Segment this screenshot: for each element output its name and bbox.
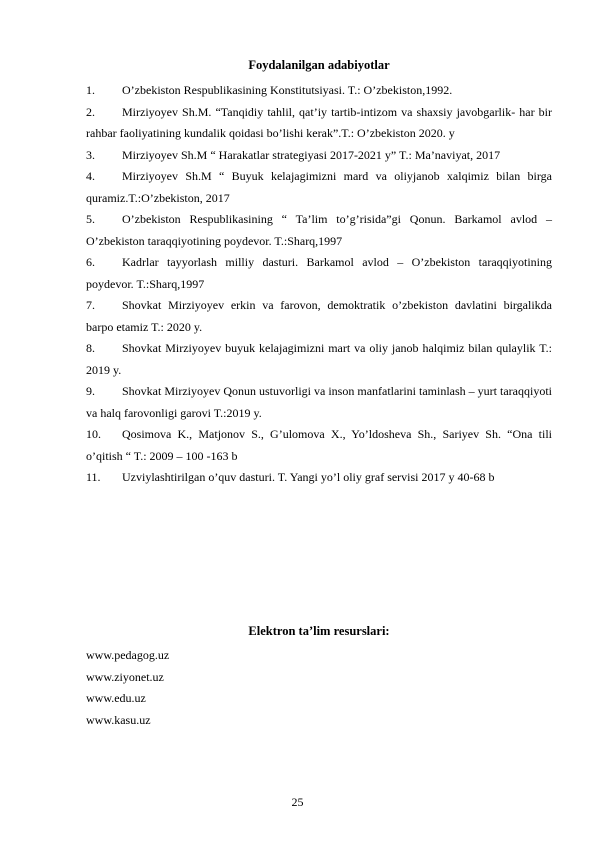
reference-number: 3. bbox=[86, 147, 95, 162]
resource-link[interactable]: www.edu.uz bbox=[86, 691, 146, 705]
reference-item bbox=[86, 252, 552, 295]
references-heading: Foydalanilgan adabiyotlar bbox=[248, 58, 390, 72]
reference-item bbox=[86, 209, 552, 252]
resources-list bbox=[86, 645, 169, 731]
reference-text: Shovkat Mirziyoyev erkin va farovon, demoktratik o’zbekiston davlatini birgalikda barpo etamiz T.: 2020 y. bbox=[86, 298, 552, 334]
reference-number: 10. bbox=[86, 427, 101, 441]
reference-item bbox=[86, 80, 552, 102]
reference-number: 5. bbox=[86, 212, 95, 226]
reference-item bbox=[86, 295, 552, 338]
reference-item bbox=[86, 338, 552, 381]
page-number: 25 bbox=[291, 795, 304, 809]
reference-number: 4. bbox=[86, 169, 95, 183]
reference-item bbox=[86, 381, 552, 424]
reference-number: 11. bbox=[86, 470, 101, 484]
reference-text: O’zbekiston Respublikasining “ Ta’lim to’g’risida”gi Qonun. Barkamol avlod – O’zbekiston taraqqiyotining poydevor. T.:Sharq,1997 bbox=[86, 212, 552, 248]
reference-number: 9. bbox=[86, 384, 95, 398]
resource-link[interactable]: www.pedagog.uz bbox=[86, 648, 170, 662]
reference-text: Mirziyoyev Sh.M. “Tanqidiy tahlil, qat’iy tartib-intizom va shaxsiy javobgarlik- har bir rahbar faoliyatining kundalik qoidasi bo’lishi kerak”.T.: O’zbekiston 2020. y bbox=[86, 104, 552, 140]
reference-text: Uzviylashtirilgan o’quv dasturi. T. Yangi yo’l oliy graf servisi 2017 y 40-68 b bbox=[122, 470, 495, 484]
reference-text: Mirziyoyev Sh.M “ Harakatlar strategiyasi 2017-2021 y” T.: Ma’naviyat, 2017 bbox=[122, 147, 501, 162]
reference-text: Shovkat Mirziyoyev buyuk kelajagimizni mart va oliy janob halqimiz bilan qulaylik T.: 2019 y. bbox=[86, 341, 552, 377]
reference-item bbox=[86, 166, 552, 209]
reference-number: 1. bbox=[86, 83, 95, 97]
reference-text: Shovkat Mirziyoyev Qonun ustuvorligi va inson manfatlarini taminlash – yurt taraqqiyoti va halq farovonligi garovi T.:2019 y. bbox=[86, 384, 552, 420]
resource-link[interactable]: www.ziyonet.uz bbox=[86, 669, 164, 684]
reference-number: 7. bbox=[86, 298, 95, 312]
reference-number: 2. bbox=[86, 104, 95, 119]
reference-text: Qosimova K., Matjonov S., G’ulomova X., Yo’ldosheva Sh., Sariyev Sh. “Ona tili o’qitish “ T.: 2009 – 100 -163 b bbox=[86, 427, 552, 463]
reference-item bbox=[86, 424, 552, 467]
resources-heading: Elektron ta’lim resurslari: bbox=[248, 624, 390, 638]
reference-text: Mirziyoyev Sh.M “ Buyuk kelajagimizni mard va oliyjanob xalqimiz bilan birga quramiz.T.:O’zbekiston, 2017 bbox=[86, 169, 552, 205]
references-list bbox=[86, 80, 552, 489]
reference-item bbox=[86, 102, 552, 145]
reference-text: Kadrlar tayyorlash milliy dasturi. Barkamol avlod – O’zbekiston taraqqiyotining poydevor. T.:Sharq,1997 bbox=[86, 255, 552, 291]
reference-item bbox=[86, 145, 552, 167]
reference-number: 8. bbox=[86, 341, 95, 355]
reference-item bbox=[86, 467, 552, 489]
reference-text: O’zbekiston Respublikasining Konstitutsiyasi. T.: O’zbekiston,1992. bbox=[122, 83, 453, 97]
reference-number: 6. bbox=[86, 255, 95, 269]
resource-link[interactable]: www.kasu.uz bbox=[86, 712, 151, 727]
